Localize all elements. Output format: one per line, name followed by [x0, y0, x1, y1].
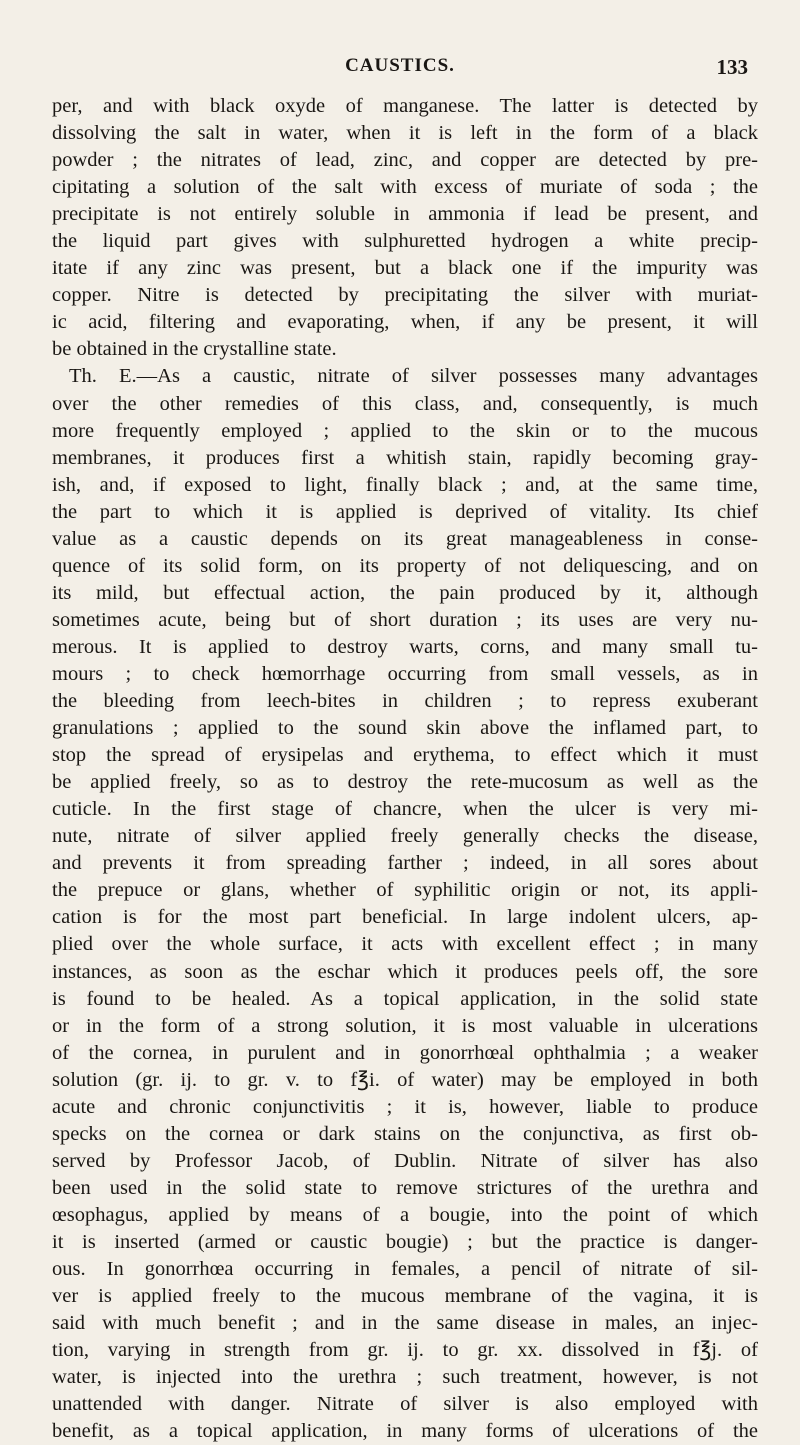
text-line: more frequently employed ; applied to the skin or to the mucous [52, 419, 758, 442]
text-line: been used in the solid state to remove strictures of the urethra and [52, 1176, 758, 1199]
text-line: solution (gr. ij. to gr. v. to f℥i. of water) may be employed in both [52, 1068, 758, 1091]
text-line: stop the spread of erysipelas and erythema, to effect which it must [52, 744, 758, 767]
text-line: its mild, but effectual action, the pain produced by it, although [52, 581, 758, 604]
text-line: plied over the whole surface, it acts with excellent effect ; in many [52, 933, 758, 956]
text-line: and prevents it from spreading farther ; indeed, in all sores about [52, 852, 758, 875]
text-line: granulations ; applied to the sound skin above the inflamed part, to [52, 717, 758, 740]
text-line: of the cornea, in purulent and in gonorrhœal ophthalmia ; a weaker [52, 1041, 758, 1064]
text-line: quence of its solid form, on its property of not deliquescing, and on [52, 554, 758, 577]
text-line: water, is injected into the urethra ; such treatment, however, is not [52, 1366, 758, 1389]
text-line: ish, and, if exposed to light, finally black ; and, at the same time, [52, 473, 758, 496]
text-line: œsophagus, applied by means of a bougie, into the point of which [52, 1203, 758, 1226]
running-title: CAUSTICS. [345, 55, 455, 76]
text-line: the prepuce or glans, whether of syphilitic origin or not, its appli- [52, 879, 758, 902]
text-line: cuticle. In the first stage of chancre, when the ulcer is very mi- [52, 798, 758, 821]
text-line: sometimes acute, being but of short duration ; its uses are very nu- [52, 608, 758, 631]
text-line: nute, nitrate of silver applied freely generally checks the disease, [52, 825, 758, 848]
text-line: it is inserted (armed or caustic bougie) ; but the practice is danger- [52, 1230, 758, 1253]
text-line: ous. In gonorrhœa occurring in females, a pencil of nitrate of sil- [52, 1258, 758, 1281]
text-line: be applied freely, so as to destroy the rete-mucosum as well as the [52, 771, 758, 794]
text-line: cation is for the most part beneficial. In large indolent ulcers, ap- [52, 906, 758, 929]
text-line: acute and chronic conjunctivitis ; it is, however, liable to produce [52, 1095, 758, 1118]
text-line: specks on the cornea or dark stains on the conjunctiva, as first ob- [52, 1122, 758, 1145]
text-line: is found to be healed. As a topical application, in the solid state [52, 987, 758, 1010]
text-line: said with much benefit ; and in the same disease in males, an injec- [52, 1312, 758, 1335]
text-line: unattended with danger. Nitrate of silver is also employed with [52, 1393, 758, 1416]
text-line: benefit, as a topical application, in many forms of ulcerations of the [52, 1420, 758, 1443]
text-line: be obtained in the crystalline state. [52, 338, 337, 361]
text-line: Th. E.—As a caustic, nitrate of silver possesses many advantages [69, 365, 758, 388]
text-line: copper. Nitre is detected by precipitating the silver with muriat- [52, 284, 758, 307]
text-line: the liquid part gives with sulphuretted hydrogen a white precip- [52, 230, 758, 253]
text-line: membranes, it produces first a whitish stain, rapidly becoming gray- [52, 446, 758, 469]
text-line: per, and with black oxyde of manganese. The latter is detected by [52, 95, 758, 117]
text-line: instances, as soon as the eschar which it produces peels off, the sore [52, 960, 758, 983]
text-line: served by Professor Jacob, of Dublin. Nitrate of silver has also [52, 1149, 758, 1172]
body-text [52, 93, 758, 1445]
page-number: 133 [716, 55, 748, 79]
text-line: value as a caustic depends on its great manageableness in conse- [52, 527, 758, 550]
text-line: mours ; to check hœmorrhage occurring from small vessels, as in [52, 662, 758, 685]
text-line: dissolving the salt in water, when it is left in the form of a black [52, 122, 758, 145]
text-line: ver is applied freely to the mucous membrane of the vagina, it is [52, 1285, 758, 1308]
text-line: tion, varying in strength from gr. ij. to gr. xx. dissolved in f℥j. of [52, 1339, 758, 1362]
text-line: ic acid, filtering and evaporating, when, if any be present, it will [52, 311, 758, 334]
text-line: over the other remedies of this class, and, consequently, is much [52, 392, 758, 415]
text-line: precipitate is not entirely soluble in ammonia if lead be present, and [52, 203, 758, 226]
text-line: the part to which it is applied is deprived of vitality. Its chief [52, 500, 758, 523]
text-line: or in the form of a strong solution, it is most valuable in ulcerations [52, 1014, 758, 1037]
running-head [52, 55, 748, 83]
text-line: powder ; the nitrates of lead, zinc, and copper are detected by pre- [52, 149, 758, 172]
text-line: cipitating a solution of the salt with excess of muriate of soda ; the [52, 176, 758, 199]
text-line: itate if any zinc was present, but a black one if the impurity was [52, 257, 758, 280]
text-line: merous. It is applied to destroy warts, corns, and many small tu- [52, 635, 758, 658]
text-line: the bleeding from leech-bites in children ; to repress exuberant [52, 690, 758, 713]
